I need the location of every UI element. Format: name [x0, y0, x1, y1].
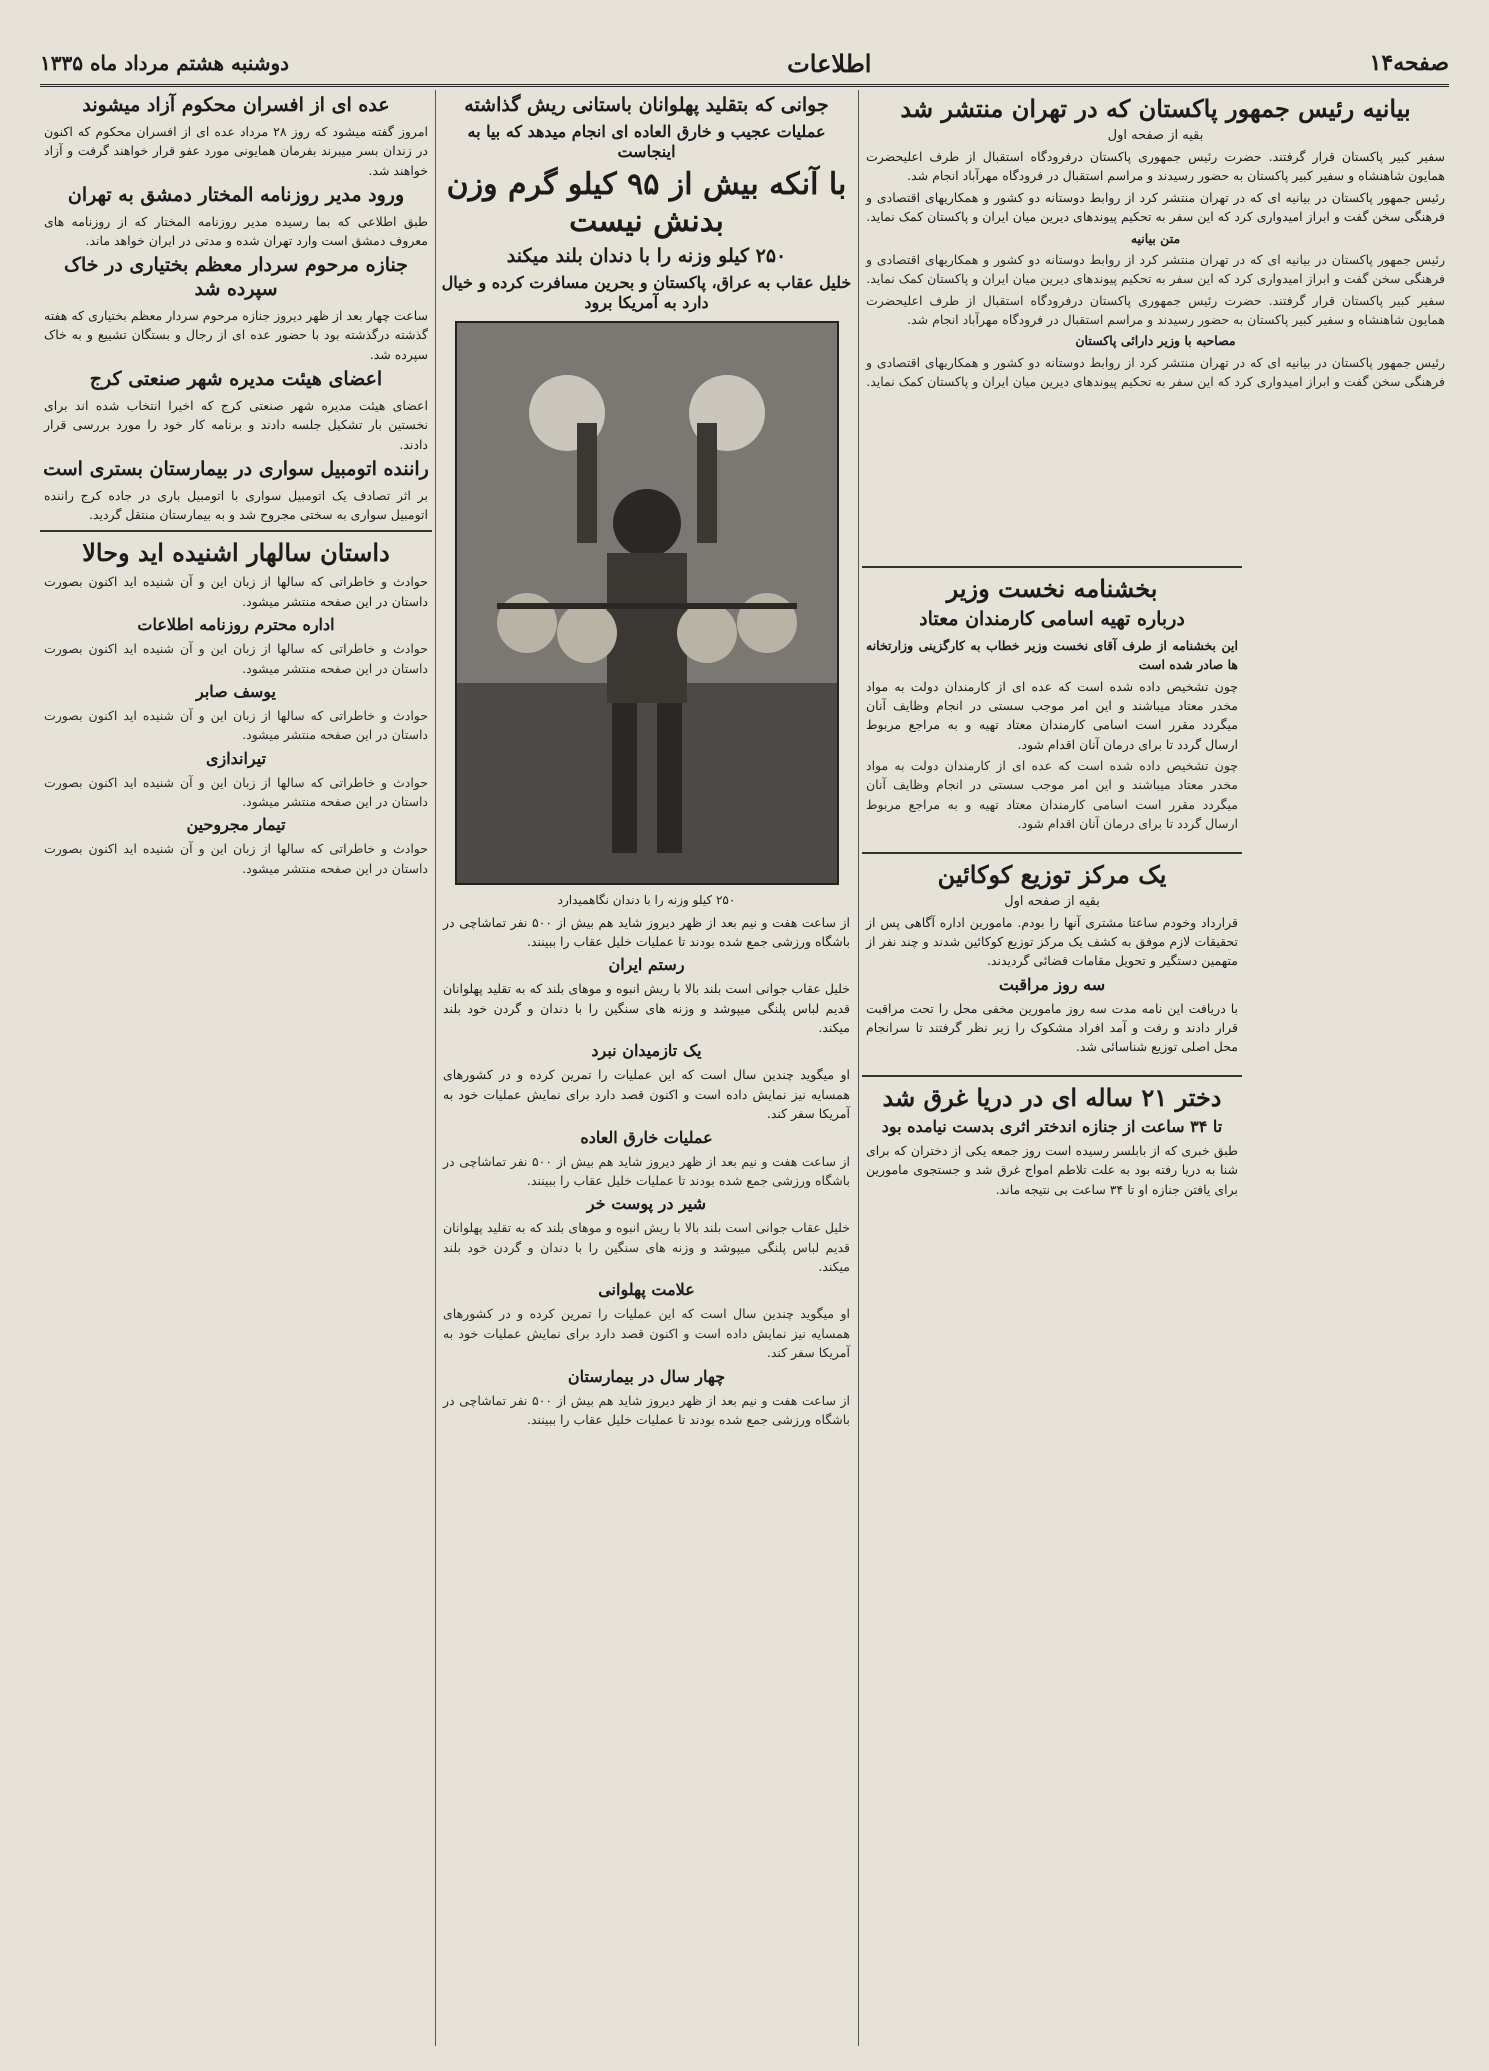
news-headline: اعضای هیئت مدیره شهر صنعتی کرج — [89, 368, 383, 390]
masthead-rule — [40, 84, 1449, 87]
strongman-photo — [455, 321, 839, 885]
strongman-subhead: رستم ایران — [608, 955, 685, 975]
photo-caption: ۲۵۰ کیلو وزنه را با دندان نگاهمیدارد — [557, 892, 736, 907]
news-headline: ورود مدیر روزنامه المختار دمشق به تهران — [67, 183, 405, 206]
masthead — [40, 46, 1449, 80]
news-headline: جنازه مرحوم سردار معظم بختیاری در خاک سپرده شد — [64, 254, 408, 301]
paper-name: اطلاعات — [787, 48, 872, 78]
strongman-subhead: یک تازمیدان نبرد — [591, 1041, 702, 1061]
issue-date: دوشنبه هشتم مرداد ماه ۱۳۳۵ — [40, 51, 290, 75]
strongman-headline: عملیات عجیب و خارق العاده ای انجام میدهد که بیا به اینجاست — [467, 121, 826, 161]
pakistan-headline: بیانیه رئیس جمهور پاکستان که در تهران منتشر شد — [900, 94, 1411, 123]
column-rule — [858, 90, 859, 2046]
cocaine-headline: یک مرکز توزیع کوکائین — [937, 859, 1167, 889]
news-body: امروز گفته میشود که روز ۲۸ مرداد عده ای از افسران محکوم که اکنون در زندان بسر میبرند بفرمان همایونی مورد عفو قرار خواهند گرفت و آزاد خواهند شد. — [44, 123, 428, 178]
story-subhead: تیمار مجروحین — [186, 815, 286, 835]
pakistan-section-label: مصاحبه با وزیر دارائی پاکستان — [1075, 333, 1236, 349]
strongman-body: خلیل عقاب جوانی است بلند بالا با ریش انبوه و موهای بلند که به تقلید پهلوانان قدیم لباس پلنگی میپوشد و وزنه های سنگین را با دندان و گردن خود بلند میکند. — [443, 981, 850, 1035]
strongman-body: از ساعت هفت و نیم بعد از ظهر دیروز شاید هم بیش از ۵۰۰ نفر تماشاچی در باشگاه ورزشی جمع شده بودند تا عملیات خلیل عقاب را ببینند. — [443, 1153, 851, 1188]
news-headline: راننده اتومبیل سواری در بیمارستان بستری است — [43, 457, 429, 480]
pm-body: چون تشخیص داده شده است که عده ای از کارمندان دولت به مواد مخدر معتاد میباشند و این امر موجب سستی در انجام وظایف آنان میگردد مقرر است اسامی کارمندان معتاد تهیه و به مراجع مربوط ارسال گردد تا برای درمان آنان اقدام شود. — [866, 678, 1238, 752]
story-body: حوادث و خاطراتی که سالها از زبان این و آن شنیده اید اکنون بصورت داستان در این صفحه منتشر میشود. — [44, 841, 428, 876]
strongman-body: خلیل عقاب جوانی است بلند بالا با ریش انبوه و موهای بلند که به تقلید پهلوانان قدیم لباس پلنگی میپوشد و وزنه های سنگین را با دندان و گردن خود بلند میکند. — [443, 1220, 850, 1274]
pakistan-body: سفیر کبیر پاکستان قرار گرفتند. حضرت رئیس جمهوری پاکستان درفرودگاه استقبال از طرف اعلیحضرت همایون شاهنشاه و سفیر کبیر پاکستان به حضور رسیدند و مراسم استقبال در فرودگاه مهرآباد انجام شد. — [866, 292, 1445, 327]
story-body: حوادث و خاطراتی که سالها از زبان این و آن شنیده اید اکنون بصورت داستان در این صفحه منتشر میشود. — [44, 574, 428, 609]
strongman-subhead: شیر در پوست خر — [586, 1194, 707, 1214]
story-body: حوادث و خاطراتی که سالها از زبان این و آن شنیده اید اکنون بصورت داستان در این صفحه منتشر میشود. — [44, 774, 428, 809]
news-body: بر اثر تصادف یک اتومبیل سواری با اتومبیل باری در جاده کرج راننده اتومبیل سواری به سختی مجروح شد و به بیمارستان منتقل گردید. — [44, 487, 428, 522]
strongman-figure-image — [457, 323, 837, 883]
pakistan-body: رئیس جمهور پاکستان در بیانیه ای که در تهران منتشر کرد از روابط دوستانه دو کشور و همکاریهای اقتصادی و فرهنگی سخن گفت و ابراز امیدواری کرد که این سفر به تحکیم پیوندهای دیرین میان ایران و پاکستان کمک نماید. — [866, 354, 1445, 390]
drowned-headline: دختر ۲۱ ساله ای در دریا غرق شد — [882, 1082, 1222, 1112]
drowned-body: طبق خبری که از بابلسر رسیده است روز جمعه یکی از دختران که برای شنا به دریا رفته بود به علت تلاطم امواج غرق شد و جستجوی مامورین برای یافتن جنازه او تا ۳۴ ساعت بی نتیجه ماند. — [866, 1142, 1238, 1197]
cocaine-continued: بقیه از صفحه اول — [1004, 893, 1100, 909]
pakistan-body: رئیس جمهور پاکستان در بیانیه ای که در تهران منتشر کرد از روابط دوستانه دو کشور و همکاریهای اقتصادی و فرهنگی سخن گفت و ابراز امیدواری کرد که این سفر به تحکیم پیوندهای دیرین میان ایران و پاکستان کمک نماید. — [866, 189, 1445, 225]
news-body: اعضای هیئت مدیره شهر صنعتی کرج که اخیرا انتخاب شده اند برای نخستین بار تشکیل جلسه دادند و برنامه کار خود را مورد بررسی قرار دادند. — [44, 397, 428, 452]
strongman-body: از ساعت هفت و نیم بعد از ظهر دیروز شاید هم بیش از ۵۰۰ نفر تماشاچی در باشگاه ورزشی جمع شده بودند تا عملیات خلیل عقاب را ببینند. — [443, 914, 851, 949]
pakistan-body: سفیر کبیر پاکستان قرار گرفتند. حضرت رئیس جمهوری پاکستان درفرودگاه استقبال از طرف اعلیحضرت همایون شاهنشاه و سفیر کبیر پاکستان به حضور رسیدند و مراسم استقبال در فرودگاه مهرآباد انجام شد. — [866, 149, 1445, 184]
strongman-headline: جوانی که بتقلید پهلوانان باستانی ریش گذاشته — [464, 94, 829, 116]
letter-headline: اداره محترم روزنامه اطلاعات — [137, 615, 335, 635]
left-section — [40, 90, 432, 2051]
prime-minister-section — [862, 560, 1242, 2051]
story-subhead: یوسف صابر — [196, 681, 276, 701]
story-body: حوادث و خاطراتی که سالها از زبان این و آن شنیده اید اکنون بصورت داستان در این صفحه منتشر میشود. — [44, 641, 428, 676]
news-body: طبق اطلاعی که بما رسیده مدیر روزنامه المختار که از روزنامه های معروف دمشق است وارد تهران شده و مدتی در ایران خواهد ماند. — [44, 213, 428, 248]
strongman-body: او میگوید چندین سال است که این عملیات را تمرین کرده و در کشورهای همسایه نیز نمایش داده است و اکنون قصد دارد برای نمایش عملیات خود به آمریکا سفر کند. — [443, 1306, 850, 1361]
pm-subhead: درباره تهیه اسامی کارمندان معتاد — [919, 608, 1185, 630]
story-subhead: تیراندازی — [205, 748, 267, 768]
story-headline: داستان سالهار اشنیده اید وحالا — [82, 538, 390, 568]
cocaine-body: قرارداد وخودم ساعتا مشتری آنها را بودم. مامورین اداره آگاهی پس از تحقیقات لازم موفق به کشف یک مرکز توزیع کوکائین شدند و چند نفر از متهمین دستگیر و تحویل مقامات قضائی گردیدند. — [866, 914, 1238, 969]
pm-headline: بخشنامه نخست وزیر — [946, 574, 1158, 603]
strongman-subhead: چهار سال در بیمارستان — [567, 1366, 726, 1386]
pakistan-body: رئیس جمهور پاکستان در بیانیه ای که در تهران منتشر کرد از روابط دوستانه دو کشور و همکاریهای اقتصادی و فرهنگی سخن گفت و ابراز امیدواری کرد که این سفر به تحکیم پیوندهای دیرین میان ایران و پاکستان کمک نماید. — [866, 251, 1445, 287]
news-headline: عده ای از افسران محکوم آزاد میشوند — [82, 94, 390, 116]
drowned-subhead: تا ۳۴ ساعت از جنازه اندختر اثری بدست نیامده بود — [881, 1116, 1223, 1136]
cocaine-subhead: سه روز مراقبت — [998, 974, 1106, 994]
story-body: حوادث و خاطراتی که سالها از زبان این و آن شنیده اید اکنون بصورت داستان در این صفحه منتشر میشود. — [44, 707, 428, 743]
strongman-section — [439, 90, 854, 2051]
pakistan-label: متن بیانیه — [1130, 230, 1181, 246]
pm-body: چون تشخیص داده شده است که عده ای از کارمندان دولت به مواد مخدر معتاد میباشند و این امر موجب سستی در انجام وظایف آنان میگردد مقرر است اسامی کارمندان معتاد تهیه و به مراجع مربوط ارسال گردد تا برای درمان آنان اقدام شود. — [866, 758, 1238, 832]
strongman-subhead: علامت پهلوانی — [598, 1280, 695, 1300]
strongman-body: از ساعت هفت و نیم بعد از ظهر دیروز شاید هم بیش از ۵۰۰ نفر تماشاچی در باشگاه ورزشی جمع شده بودند تا عملیات خلیل عقاب را ببینند. — [443, 1392, 851, 1427]
strongman-headline: خلیل عقاب به عراق، پاکستان و بحرین مسافرت کرده و خیال دارد به آمریکا برود — [441, 272, 852, 312]
strongman-headline: ۲۵۰ کیلو وزنه را با دندان بلند میکند — [506, 244, 787, 267]
strongman-body: او میگوید چندین سال است که این عملیات را تمرین کرده و در کشورهای همسایه نیز نمایش داده است و اکنون قصد دارد برای نمایش عملیات خود به آمریکا سفر کند. — [443, 1067, 850, 1122]
pakistan-continued: بقیه از صفحه اول — [1107, 128, 1204, 143]
page-number: صفحه۱۴ — [1369, 50, 1449, 76]
column-rule — [435, 90, 436, 2046]
pm-lead: این بخشنامه از طرف آقای نخست وزیر خطاب به کارگزینی وزارتخانه ها صادر شده است — [866, 637, 1238, 673]
strongman-headline: با آنکه بیش از ۹۵ کیلو گرم وزن بدنش نیست — [446, 166, 847, 240]
strongman-subhead: عملیات خارق العاده — [580, 1127, 713, 1147]
news-body: ساعت چهار بعد از ظهر دیروز جنازه مرحوم سردار معظم بختیاری که هفته گذشته درگذشته بود با حضور عده ای از رجال و بستگان تشییع و به خاک سپرده شد. — [44, 307, 428, 362]
cocaine-sub-body: با دریافت این نامه مدت سه روز مامورین مخفی محل را تحت مراقبت قرار دادند و رفت و آمد افراد مشکوک را زیر نظر گرفتند تا سرانجام محل اصلی توزیع شناسائی شد. — [866, 1000, 1238, 1055]
